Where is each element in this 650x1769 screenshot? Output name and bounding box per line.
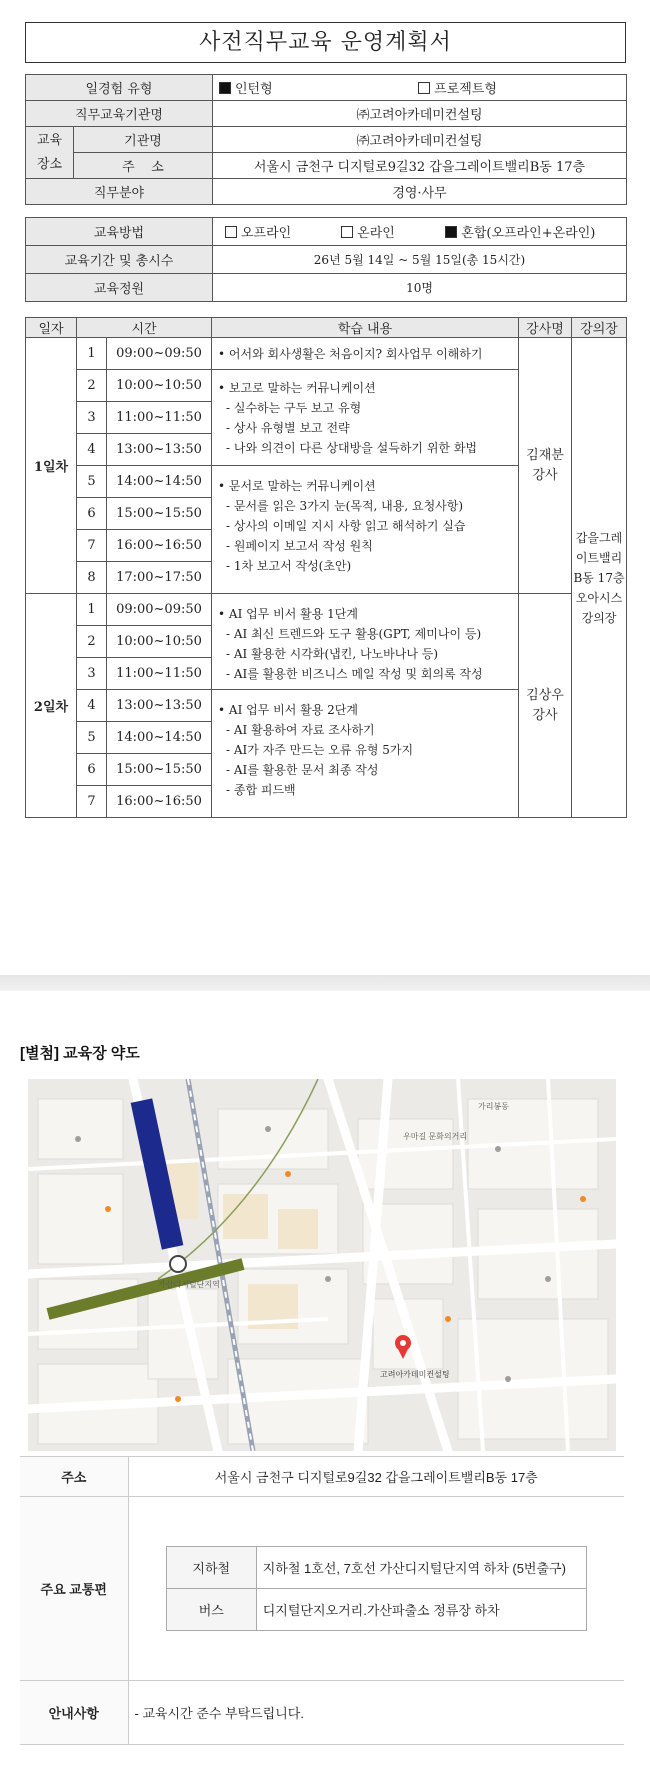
header-date: 일자 [26, 318, 77, 338]
directions-table [20, 1456, 624, 1745]
header-instructor: 강사명 [519, 318, 572, 338]
method-online: 온라인 [357, 226, 395, 241]
content-item: - AI 최신 트렌드와 도구 활용(GPT, 제미나이 등) [226, 627, 482, 641]
time-slot: 10:00~10:50 [107, 370, 212, 402]
room-cell: 갑을그레 이트밸리 B동 17층 오아시스 강의장 [572, 338, 627, 818]
period-number: 5 [77, 466, 107, 498]
location-map[interactable] [28, 1079, 616, 1451]
day2-label: 2일차 [26, 594, 77, 818]
day1-label: 1일차 [26, 338, 77, 594]
period-number: 4 [77, 434, 107, 466]
content-item: - 종합 피드백 [226, 783, 296, 797]
inst-value: ㈜고려아카데미컨설팅 [213, 127, 627, 153]
subway-value: 지하철 1호선, 7호선 가산디지털단지역 하차 (5번출구) [256, 1547, 586, 1589]
checked-box-icon [445, 226, 457, 238]
notice-value: - 교육시간 준수 부탁드립니다. [128, 1681, 624, 1745]
transport-table [166, 1546, 587, 1631]
method-offline: 오프라인 [241, 226, 292, 241]
addr-label: 주 소 [74, 153, 213, 179]
unchecked-box-icon [341, 226, 353, 238]
period-label: 교육기간 및 총시수 [26, 246, 213, 274]
period-number: 5 [77, 722, 107, 754]
org-value: ㈜고려아카데미컨설팅 [213, 101, 627, 127]
schedule-table [25, 317, 627, 818]
type-option-intern: 인턴형 [235, 82, 273, 97]
time-slot: 16:00~16:50 [107, 530, 212, 562]
method-options [213, 218, 627, 246]
field-value: 경영·사무 [213, 179, 627, 205]
content-title: 보고로 말하는 커뮤니케이션 [228, 381, 376, 395]
header-content: 학습 내용 [212, 318, 519, 338]
map-graphic [28, 1079, 616, 1451]
org-label: 직무교육기관명 [26, 101, 213, 127]
map-label-station: 가산디지털단지역 [158, 1280, 220, 1289]
map-label-street: 가리봉동 [478, 1102, 509, 1111]
inst-label: 기관명 [74, 127, 213, 153]
field-label: 직무분야 [26, 179, 213, 205]
content-item: - 실수하는 구두 보고 유형 [226, 401, 362, 415]
content-text: 어서와 회사생활은 처음이지? 회사업무 이해하기 [228, 346, 483, 361]
period-number: 6 [77, 498, 107, 530]
transport-label: 주요 교통편 [20, 1497, 128, 1681]
content-item: - 문서를 읽은 3가지 눈(목적, 내용, 요청사항) [226, 499, 464, 513]
map-label-area: 우마길 문화의거리 [403, 1132, 468, 1141]
content-item: - 원페이지 보고서 작성 원칙 [226, 539, 373, 553]
place-label: 교육 장소 [26, 127, 74, 179]
content-block-3: • 문서로 말하는 커뮤니케이션 - 문서를 읽은 3가지 눈(목적, 내용, 요청사항) - 상사의 이메일 지시 사항 읽고 해석하기 실습 - 원페이지 보고서 작성 원칙 - 1차 보고서 작성(초안) [212, 466, 519, 594]
period-number: 3 [77, 402, 107, 434]
content-item: - AI를 활용한 비즈니스 메일 작성 및 회의록 작성 [226, 667, 483, 681]
content-title: AI 업무 비서 활용 2단계 [228, 703, 358, 717]
period-number: 6 [77, 754, 107, 786]
content-block-5: • AI 업무 비서 활용 2단계 - AI 활용하여 자료 조사하기 - AI가 자주 만드는 오류 유형 5가지 - AI를 활용한 문서 최종 작성 - 종합 피드백 [212, 690, 519, 818]
content-item: - AI가 자주 만드는 오류 유형 5가지 [226, 743, 414, 757]
period-number: 1 [77, 594, 107, 626]
time-slot: 14:00~14:50 [107, 466, 212, 498]
period-number: 1 [77, 338, 107, 370]
quota-value: 10명 [213, 274, 627, 302]
page-break [0, 975, 650, 991]
content-item: - AI 활용한 시각화(냅킨, 나노바나나 등) [226, 647, 439, 661]
instructor-1: 김재분 강사 [519, 338, 572, 594]
type-options [213, 75, 627, 101]
content-title: 문서로 말하는 커뮤니케이션 [228, 479, 376, 493]
period-number: 8 [77, 562, 107, 594]
time-slot: 09:00~09:50 [107, 338, 212, 370]
appendix-title: [별첨] 교육장 약도 [20, 1045, 140, 1062]
dir-addr-label: 주소 [20, 1457, 128, 1497]
time-slot: 11:00~11:50 [107, 658, 212, 690]
period-number: 2 [77, 370, 107, 402]
method-hybrid: 혼합(오프라인+온라인) [461, 226, 596, 241]
content-item: - AI 활용하여 자료 조사하기 [226, 723, 375, 737]
addr-value: 서울시 금천구 디지털로9길32 갑을그레이트밸리B동 17층 [213, 153, 627, 179]
content-item: - AI를 활용한 문서 최종 작성 [226, 763, 379, 777]
period-number: 3 [77, 658, 107, 690]
quota-label: 교육정원 [26, 274, 213, 302]
unchecked-box-icon [225, 226, 237, 238]
method-table [25, 217, 627, 302]
time-slot: 10:00~10:50 [107, 626, 212, 658]
period-number: 7 [77, 530, 107, 562]
time-slot: 11:00~11:50 [107, 402, 212, 434]
content-block-4: • AI 업무 비서 활용 1단계 - AI 최신 트렌드와 도구 활용(GPT, 제미나이 등) - AI 활용한 시각화(냅킨, 나노바나나 등) - AI를 활용한 비즈니스 메일 작성 및 회의록 작성 [212, 594, 519, 690]
time-slot: 16:00~16:50 [107, 786, 212, 818]
content-block-1: • 어서와 회사생활은 처음이지? 회사업무 이해하기 [212, 338, 519, 370]
time-slot: 15:00~15:50 [107, 498, 212, 530]
map-label-pin: 고려아카데미컨설팅 [380, 1370, 450, 1379]
content-block-2: • 보고로 말하는 커뮤니케이션 - 실수하는 구두 보고 유형 - 상사 유형별 보고 전략 - 나와 의견이 다른 상대방을 설득하기 위한 화법 [212, 370, 519, 466]
info-table [25, 74, 627, 205]
time-slot: 13:00~13:50 [107, 434, 212, 466]
content-item: - 나와 의견이 다른 상대방을 설득하기 위한 화법 [226, 441, 478, 455]
time-slot: 15:00~15:50 [107, 754, 212, 786]
period-value: 26년 5월 14일 ~ 5월 15일(총 15시간) [213, 246, 627, 274]
transport-cell [128, 1497, 624, 1681]
header-room: 강의장 [572, 318, 627, 338]
type-option-project: 프로젝트형 [434, 82, 497, 97]
type-label: 일경험 유형 [26, 75, 213, 101]
method-label: 교육방법 [26, 218, 213, 246]
page-2 [0, 991, 650, 1769]
content-title: AI 업무 비서 활용 1단계 [228, 607, 358, 621]
content-item: - 상사 유형별 보고 전략 [226, 421, 350, 435]
document-title: 사전직무교육 운영계획서 [25, 22, 626, 63]
period-number: 7 [77, 786, 107, 818]
content-item: - 1차 보고서 작성(초안) [226, 559, 352, 573]
time-slot: 09:00~09:50 [107, 594, 212, 626]
content-item: - 상사의 이메일 지시 사항 읽고 해석하기 실습 [226, 519, 466, 533]
bus-value: 디지털단지오거리.가산파출소 정류장 하차 [256, 1589, 586, 1631]
bus-label: 버스 [166, 1589, 256, 1631]
unchecked-box-icon [418, 82, 430, 94]
period-number: 4 [77, 690, 107, 722]
period-number: 2 [77, 626, 107, 658]
time-slot: 13:00~13:50 [107, 690, 212, 722]
dir-addr-value: 서울시 금천구 디지털로9길32 갑을그레이트밸리B동 17층 [128, 1457, 624, 1497]
notice-label: 안내사항 [20, 1681, 128, 1745]
time-slot: 17:00~17:50 [107, 562, 212, 594]
instructor-2: 김상우 강사 [519, 594, 572, 818]
time-slot: 14:00~14:50 [107, 722, 212, 754]
station-icon [170, 1256, 186, 1272]
checked-box-icon [219, 82, 231, 94]
header-time: 시간 [77, 318, 212, 338]
subway-label: 지하철 [166, 1547, 256, 1589]
